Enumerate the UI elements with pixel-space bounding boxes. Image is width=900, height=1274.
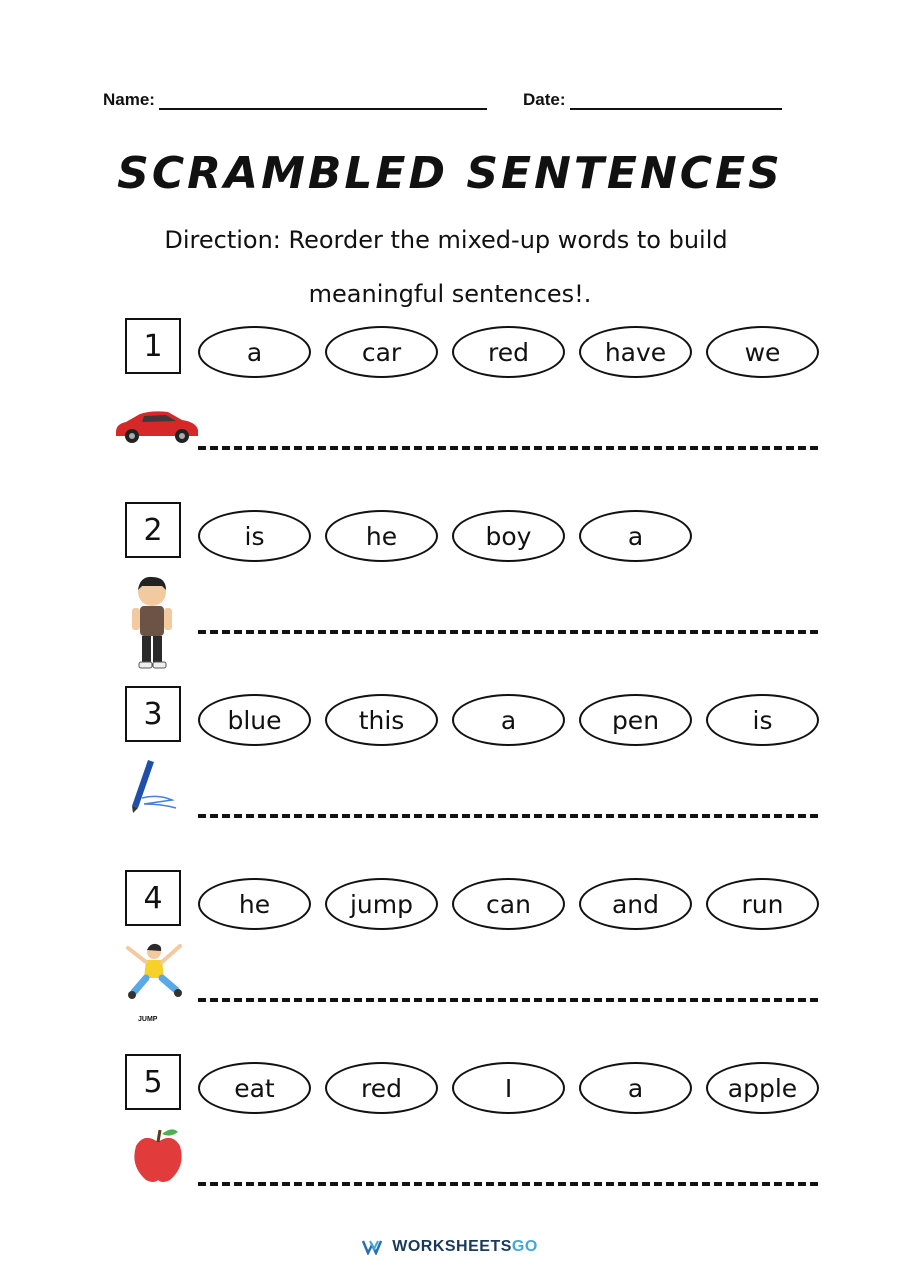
date-line[interactable] [570, 90, 782, 110]
item-number: 1 [125, 318, 181, 374]
word-oval[interactable]: he [325, 510, 438, 562]
word-oval[interactable]: and [579, 878, 692, 930]
answer-line[interactable] [198, 1182, 818, 1186]
blue-pen-icon [128, 758, 180, 814]
brand-text-a: WORKSHEETS [392, 1238, 512, 1255]
word-oval[interactable]: this [325, 694, 438, 746]
word-ovals [198, 510, 692, 562]
item-number: 4 [125, 870, 181, 926]
word-ovals [198, 1062, 819, 1114]
item-number: 5 [125, 1054, 181, 1110]
brand-text-b: GO [511, 1238, 538, 1255]
word-oval[interactable]: is [706, 694, 819, 746]
word-oval[interactable]: he [198, 878, 311, 930]
direction-line-1: Direction: Reorder the mixed-up words to build [164, 226, 728, 254]
word-oval[interactable]: red [325, 1062, 438, 1114]
item-1 [0, 318, 900, 488]
date-label: Date: [523, 90, 566, 109]
word-ovals [198, 694, 819, 746]
word-oval[interactable]: a [579, 510, 692, 562]
word-oval[interactable]: is [198, 510, 311, 562]
word-oval[interactable]: I [452, 1062, 565, 1114]
item-5 [0, 1054, 900, 1224]
word-oval[interactable]: have [579, 326, 692, 378]
jumping-kid-icon [120, 942, 188, 1004]
item-3 [0, 686, 900, 856]
word-oval[interactable]: red [452, 326, 565, 378]
red-apple-icon [132, 1126, 184, 1184]
word-oval[interactable]: we [706, 326, 819, 378]
item-4 [0, 870, 900, 1040]
word-oval[interactable]: a [452, 694, 565, 746]
answer-line[interactable] [198, 446, 818, 450]
jump-caption: JUMP [138, 1016, 158, 1023]
word-oval[interactable]: jump [325, 878, 438, 930]
word-oval[interactable]: a [198, 326, 311, 378]
word-oval[interactable]: apple [706, 1062, 819, 1114]
word-oval[interactable]: a [579, 1062, 692, 1114]
item-number: 3 [125, 686, 181, 742]
worksheetsgo-logo-icon [362, 1239, 386, 1255]
word-oval[interactable]: car [325, 326, 438, 378]
word-ovals [198, 878, 819, 930]
answer-line[interactable] [198, 998, 818, 1002]
date-field[interactable] [523, 90, 782, 110]
word-oval[interactable]: run [706, 878, 819, 930]
word-oval[interactable]: boy [452, 510, 565, 562]
red-car-icon [112, 406, 200, 444]
name-line[interactable] [159, 90, 487, 110]
name-label: Name: [103, 90, 155, 109]
answer-line[interactable] [198, 630, 818, 634]
direction-line-2: meaningful sentences!. [308, 280, 592, 308]
word-oval[interactable]: can [452, 878, 565, 930]
item-number: 2 [125, 502, 181, 558]
footer-brand [0, 1238, 900, 1256]
item-2 [0, 502, 900, 672]
word-oval[interactable]: blue [198, 694, 311, 746]
boy-icon [128, 574, 176, 672]
page-title: SCRAMBLED SENTENCES [117, 148, 783, 199]
word-oval[interactable]: eat [198, 1062, 311, 1114]
name-field[interactable] [103, 90, 487, 110]
answer-line[interactable] [198, 814, 818, 818]
word-ovals [198, 326, 819, 378]
word-oval[interactable]: pen [579, 694, 692, 746]
